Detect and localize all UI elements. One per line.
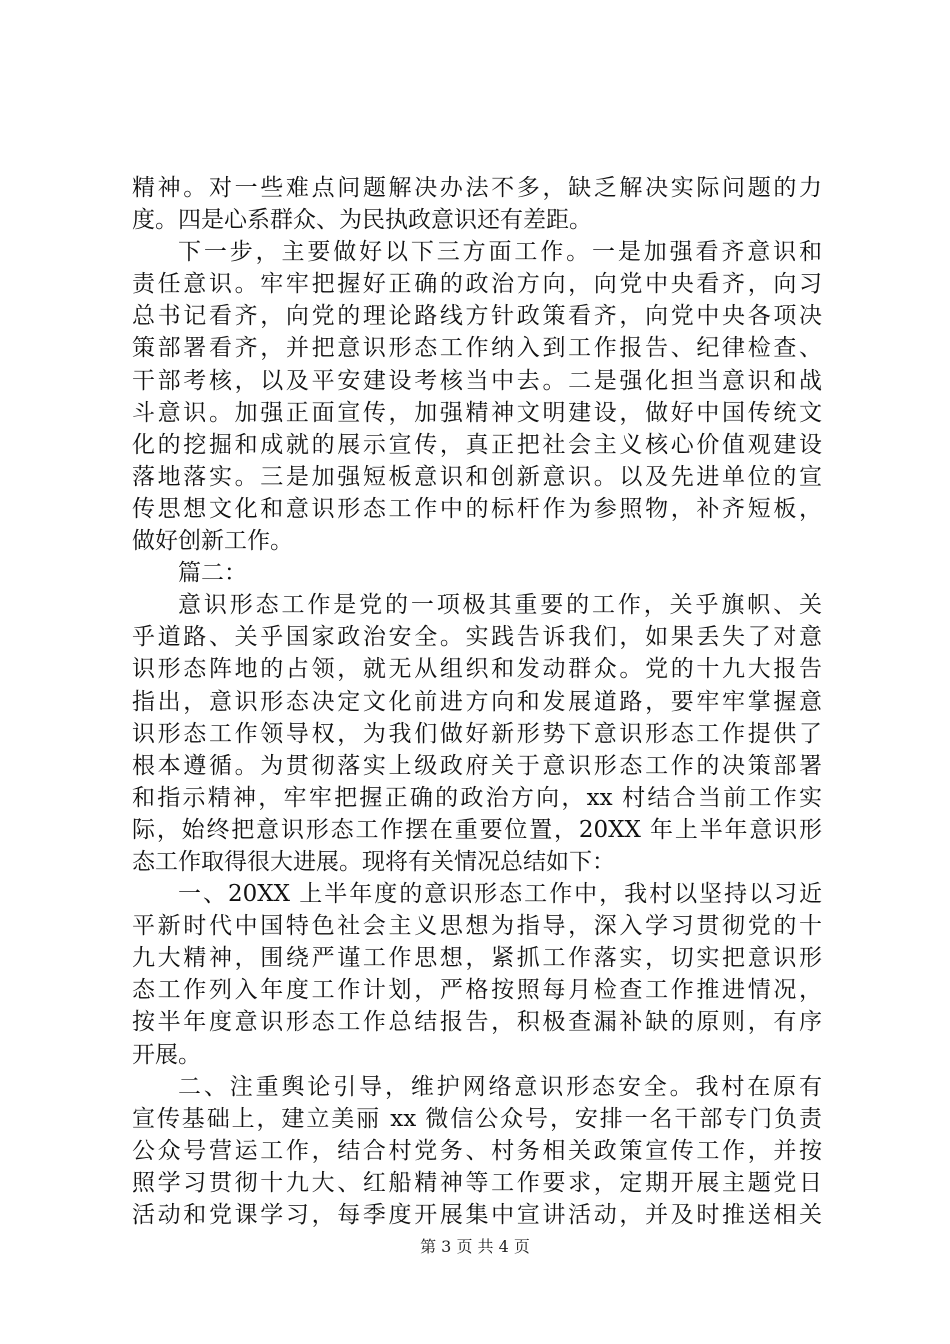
text-line: 落地落实。三是加强短板意识和创新意识。以及先进单位的宣 xyxy=(132,463,822,490)
text-line: 一、20XX 上半年度的意识形态工作中，我村以坚持以习近 xyxy=(178,881,822,908)
text-line: 识形态阵地的占领，就无从组织和发动群众。党的十九大报告 xyxy=(132,656,822,683)
page-number-footer: 第 3 页 共 4 页 xyxy=(420,1237,530,1256)
text-line: 乎道路、关乎国家政治安全。实践告诉我们，如果丢失了对意 xyxy=(132,624,822,651)
text-line: 态工作列入年度工作计划，严格按照每月检查工作推进情况， xyxy=(132,977,822,1004)
text-line: 际，始终把意识形态工作摆在重要位置，20XX 年上半年意识形 xyxy=(132,816,822,843)
text-line: 宣传基础上，建立美丽 xx 微信公众号，安排一名干部专门负责 xyxy=(132,1105,822,1132)
text-line: 和指示精神，牢牢把握正确的政治方向，xx 村结合当前工作实 xyxy=(132,784,822,811)
text-line: 活动和党课学习，每季度开展集中宣讲活动，并及时推送相关 xyxy=(132,1202,822,1228)
text-line: 识形态工作领导权，为我们做好新形势下意识形态工作提供了 xyxy=(132,720,822,747)
text-line: 篇二： xyxy=(178,560,247,587)
text-line: 按半年度意识形态工作总结报告，积极查漏补缺的原则，有序 xyxy=(132,1009,822,1036)
document-body xyxy=(132,172,822,1231)
text-line: 下一步，主要做好以下三方面工作。一是加强看齐意识和 xyxy=(178,239,822,266)
text-line: 二、注重舆论引导，维护网络意识形态安全。我村在原有 xyxy=(178,1073,822,1100)
text-line: 态工作取得很大进展。现将有关情况总结如下： xyxy=(132,848,615,875)
text-line: 总书记看齐，向党的理论路线方针政策看齐，向党中央各项决 xyxy=(132,303,822,330)
text-line: 传思想文化和意识形态工作中的标杆作为参照物，补齐短板， xyxy=(132,495,822,522)
text-line: 斗意识。加强正面宣传，加强精神文明建设，做好中国传统文 xyxy=(132,399,822,426)
text-line: 意识形态工作是党的一项极其重要的工作，关乎旗帜、关 xyxy=(178,592,822,619)
text-line: 照学习贯彻十九大、红船精神等工作要求，定期开展主题党日 xyxy=(132,1169,822,1196)
text-line: 九大精神，围绕严谨工作思想，紧抓工作落实，切实把意识形 xyxy=(132,945,822,972)
text-line: 指出，意识形态决定文化前进方向和发展道路，要牢牢掌握意 xyxy=(132,688,822,715)
text-line: 做好创新工作。 xyxy=(132,528,293,555)
text-line: 公众号营运工作，结合村党务、村务相关政策宣传工作，并按 xyxy=(132,1137,822,1164)
text-line: 化的挖掘和成就的展示宣传，真正把社会主义核心价值观建设 xyxy=(132,431,822,458)
text-line: 精神。对一些难点问题解决办法不多，缺乏解决实际问题的力 xyxy=(132,175,822,201)
text-line: 干部考核，以及平安建设考核当中去。二是强化担当意识和战 xyxy=(132,367,822,394)
text-line: 根本遵循。为贯彻落实上级政府关于意识形态工作的决策部署 xyxy=(132,752,822,779)
text-line: 开展。 xyxy=(132,1041,201,1068)
text-line: 策部署看齐，并把意识形态工作纳入到工作报告、纪律检查、 xyxy=(132,335,822,362)
text-line: 平新时代中国特色社会主义思想为指导，深入学习贯彻党的十 xyxy=(132,913,822,940)
text-line: 责任意识。牢牢把握好正确的政治方向，向党中央看齐，向习 xyxy=(132,271,822,298)
text-line: 度。四是心系群众、为民执政意识还有差距。 xyxy=(132,207,592,234)
